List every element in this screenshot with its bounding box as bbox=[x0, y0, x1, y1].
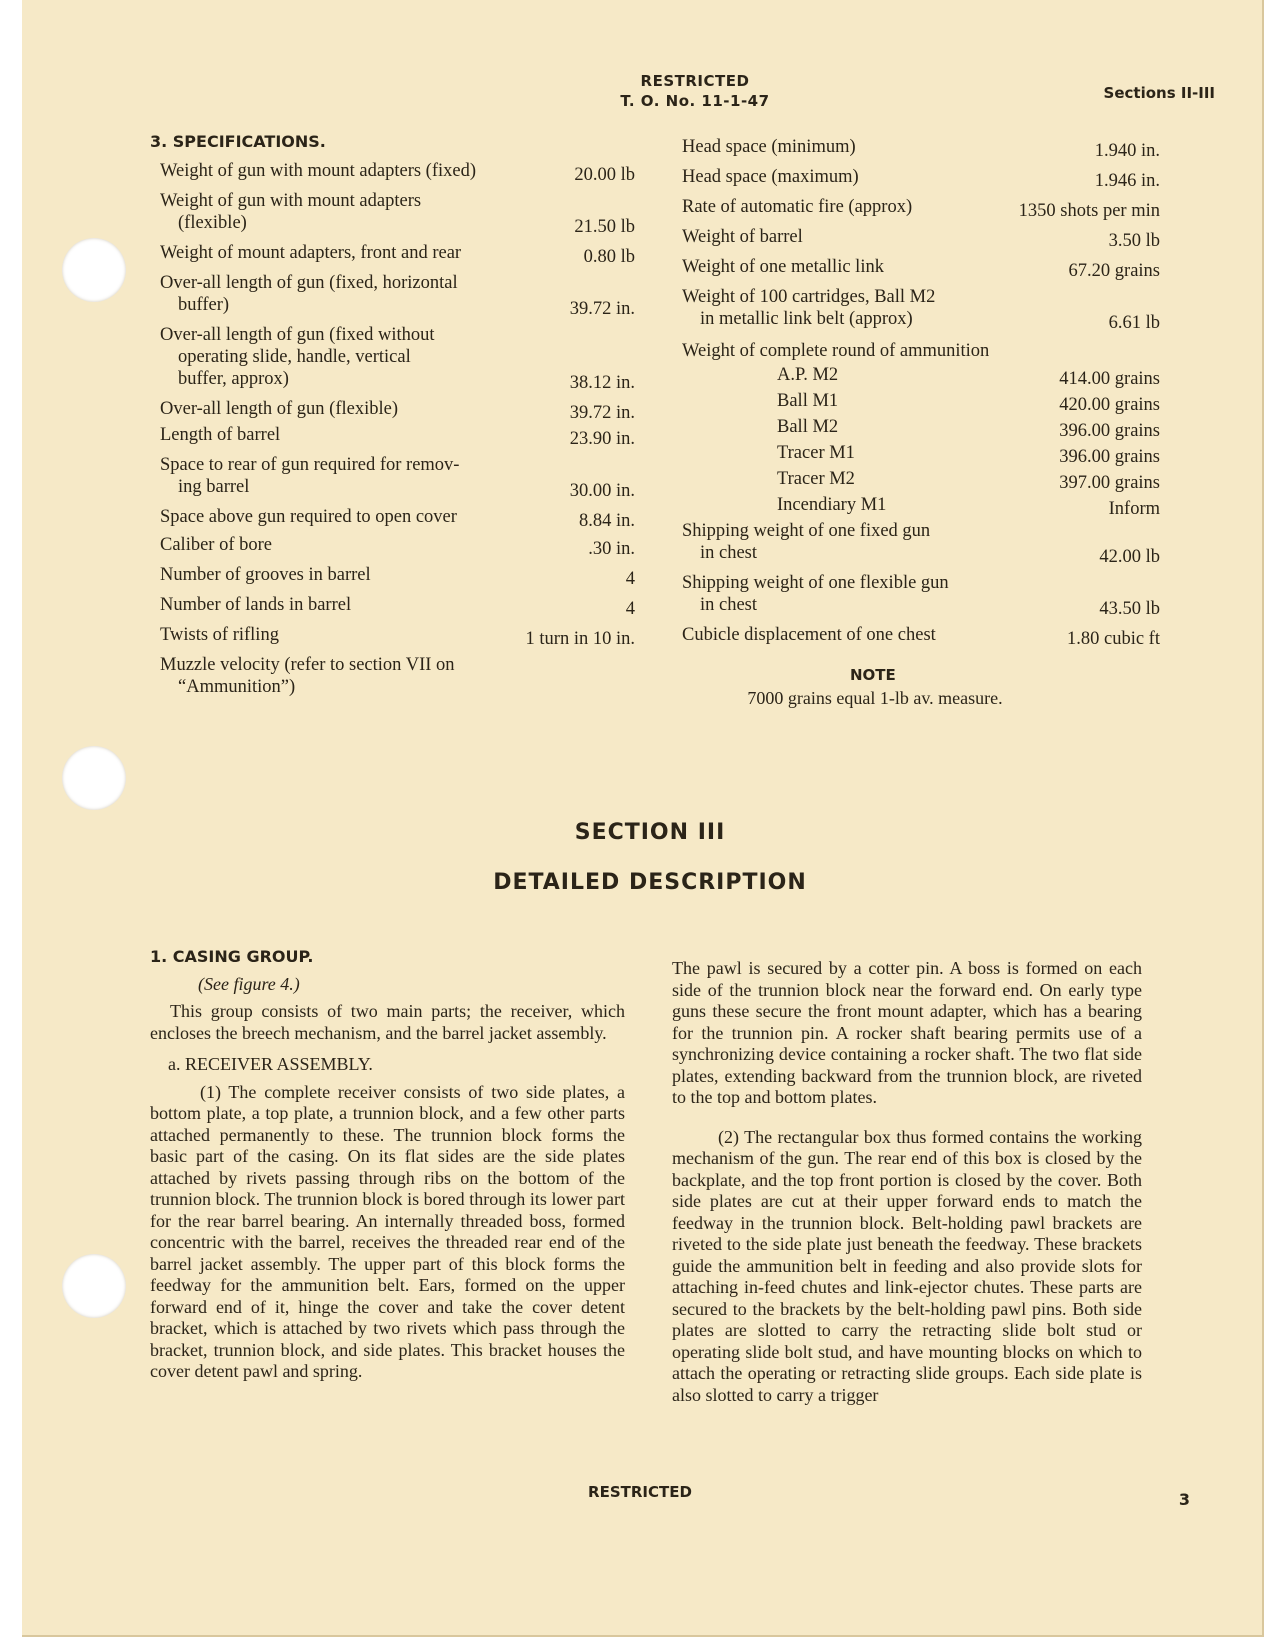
body-right-column bbox=[672, 958, 1142, 1416]
note-text: 7000 grains equal 1-lb av. measure. bbox=[747, 688, 1003, 708]
note-heading: NOTE bbox=[850, 666, 896, 684]
body-left-column bbox=[150, 946, 625, 1393]
receiver-assembly-heading: a. RECEIVER ASSEMBLY. bbox=[168, 1054, 373, 1074]
spec-value: 39.72 in. bbox=[569, 299, 635, 319]
header-to-number: T. O. No. 11-1-47 bbox=[620, 92, 770, 110]
spec-label: Rate of automatic fire (approx) bbox=[682, 197, 913, 217]
spec-label: Space to rear of gun required for remov- ing barrel bbox=[160, 455, 460, 497]
spec-label: Incendiary M1 bbox=[777, 495, 887, 515]
spec-label: Ball M1 bbox=[777, 391, 839, 411]
spec-value: 420.00 grains bbox=[1059, 395, 1160, 415]
see-figure-reference: (See figure 4.) bbox=[198, 973, 300, 994]
spec-label: Caliber of bore bbox=[160, 535, 272, 555]
spec-label: Head space (minimum) bbox=[682, 137, 856, 157]
spec-value: 396.00 grains bbox=[1059, 421, 1160, 441]
spec-value: 42.00 lb bbox=[1099, 547, 1160, 567]
spec-value: Inform bbox=[1108, 499, 1160, 519]
spec-value: 30.00 in. bbox=[569, 481, 635, 501]
specifications-right-column bbox=[682, 136, 1160, 656]
spec-value: 39.72 in. bbox=[569, 403, 635, 423]
footer-classification: RESTRICTED bbox=[588, 1483, 692, 1501]
spec-value: 4 bbox=[625, 599, 635, 619]
spec-value: 1 turn in 10 in. bbox=[525, 629, 635, 649]
spec-label: Number of lands in barrel bbox=[160, 595, 352, 615]
spec-value: 396.00 grains bbox=[1059, 447, 1160, 467]
spec-value: 414.00 grains bbox=[1059, 369, 1160, 389]
spec-value: 38.12 in. bbox=[569, 373, 635, 393]
specifications-heading: 3. SPECIFICATIONS. bbox=[150, 132, 326, 151]
spec-label: Weight of gun with mount adapters (flexible) bbox=[160, 191, 422, 233]
header-sections: Sections II-III bbox=[1103, 84, 1215, 102]
receiver-paragraph-1-continued: The pawl is secured by a cotter pin. A boss is formed on each side of the trunnion block near the forward end. On early type guns these secure the front mount adapter, which has a bearing for the trunnion pin. A rocker shaft bearing permits use of a synchronizing device containing a rocker shaft. The two flat side plates, extending backward from the trunnion block, are riveted to the top and bottom plates. bbox=[672, 958, 1142, 1107]
spec-label: Weight of gun with mount adapters (fixed) bbox=[160, 161, 477, 181]
spec-label: Ball M2 bbox=[777, 417, 839, 437]
spec-label: Length of barrel bbox=[160, 425, 281, 445]
spec-label: Space above gun required to open cover bbox=[160, 507, 457, 527]
spec-label: Weight of 100 cartridges, Ball M2 in metallic link belt (approx) bbox=[682, 287, 936, 329]
spec-label: Head space (maximum) bbox=[682, 167, 859, 187]
spec-value: 4 bbox=[625, 569, 635, 589]
spec-label: Over-all length of gun (fixed, horizontal buffer) bbox=[160, 273, 458, 315]
spec-value: 1.946 in. bbox=[1094, 171, 1160, 191]
spec-label: Weight of mount adapters, front and rear bbox=[160, 243, 462, 263]
casing-intro-paragraph: This group consists of two main parts; the receiver, which encloses the breech mechanism, and the barrel jacket assembly. bbox=[150, 1001, 625, 1043]
binder-hole bbox=[62, 238, 126, 302]
spec-value: 43.50 lb bbox=[1099, 599, 1160, 619]
spec-label: Over-all length of gun (flexible) bbox=[160, 399, 398, 419]
spec-value: 6.61 lb bbox=[1108, 313, 1160, 333]
spec-label: Over-all length of gun (fixed without operating slide, handle, vertical buffer, approx) bbox=[160, 325, 435, 389]
section-number: SECTION III bbox=[574, 820, 726, 845]
spec-label: Muzzle velocity (refer to section VII on “Ammunition”) bbox=[160, 655, 455, 697]
spec-value: 21.50 lb bbox=[574, 217, 635, 237]
spec-value: 397.00 grains bbox=[1059, 473, 1160, 493]
spec-label: Cubicle displacement of one chest bbox=[682, 625, 936, 645]
spec-value: 3.50 lb bbox=[1108, 231, 1160, 251]
spec-value: 8.84 in. bbox=[578, 511, 635, 531]
receiver-paragraph-2: (2) The rectangular box thus formed contains the working mechanism of the gun. The rear end of this box is closed by the backplate, and the top front portion is closed by the cover. Both side plates are cut at their upper forward ends to match the feedway in the trunnion block. Belt-holding pawl brackets are riveted to the side plate just beneath the feedway. These brackets guide the ammunition belt in feeding and also provide slots for attaching in-feed chutes and link-ejector chutes. These parts are secured to the brackets by the belt-holding pawl pins. Both side plates are slotted to carry the retracting slide bolt stud or operating slide bolt stud, and have mounting blocks on which to attach the operating or retracting slide groups. Each side plate is also slotted to carry a trigger bbox=[672, 1126, 1142, 1405]
spec-label: Tracer M2 bbox=[777, 469, 855, 489]
spec-label: Number of grooves in barrel bbox=[160, 565, 371, 585]
section-title: DETAILED DESCRIPTION bbox=[493, 870, 807, 895]
spec-label: Weight of complete round of ammunition bbox=[682, 341, 990, 361]
spec-label: Weight of barrel bbox=[682, 227, 803, 247]
spec-value: 1350 shots per min bbox=[1018, 201, 1160, 221]
spec-label: Weight of one metallic link bbox=[682, 257, 884, 277]
spec-value: 20.00 lb bbox=[574, 165, 635, 185]
page-number: 3 bbox=[1178, 1490, 1190, 1509]
spec-label: Shipping weight of one flexible gun in chest bbox=[682, 573, 949, 615]
binder-hole bbox=[62, 1254, 126, 1318]
binder-hole bbox=[62, 746, 126, 810]
spec-value: 1.80 cubic ft bbox=[1067, 629, 1160, 649]
receiver-paragraph-1: (1) The complete receiver consists of two side plates, a bottom plate, a top plate, a trunnion block, and a few other parts attached permanently to these. The trunnion block forms the basic part of the casing. On its flat sides are the side plates attached by rivets passing through ribs on the bottom of the trunnion block. The trunnion block is bored through its lower part for the rear barrel bearing. An internally threaded boss, formed concentric with the barrel, receives the threaded rear end of the barrel jacket assembly. The upper part of this block forms the feedway for the ammunition belt. Ears, formed on the upper forward end of it, hinge the cover and take the cover detent bracket, which is attached by two rivets which pass through the bracket, trunnion block, and side plates. This bracket houses the cover detent pawl and spring. bbox=[150, 1081, 625, 1381]
spec-value: 23.90 in. bbox=[569, 429, 635, 449]
casing-group-heading: 1. CASING GROUP. bbox=[150, 947, 314, 966]
spec-value: .30 in. bbox=[588, 539, 635, 559]
spec-label: A.P. M2 bbox=[777, 365, 839, 385]
spec-label: Tracer M1 bbox=[777, 443, 855, 463]
spec-label: Shipping weight of one fixed gun in chest bbox=[682, 521, 931, 563]
spec-value: 1.940 in. bbox=[1094, 141, 1160, 161]
spec-value: 0.80 lb bbox=[583, 247, 635, 267]
spec-label: Twists of rifling bbox=[160, 625, 279, 645]
header-classification: RESTRICTED bbox=[640, 72, 750, 90]
spec-value: 67.20 grains bbox=[1068, 261, 1160, 281]
specifications-left-column bbox=[160, 160, 635, 700]
